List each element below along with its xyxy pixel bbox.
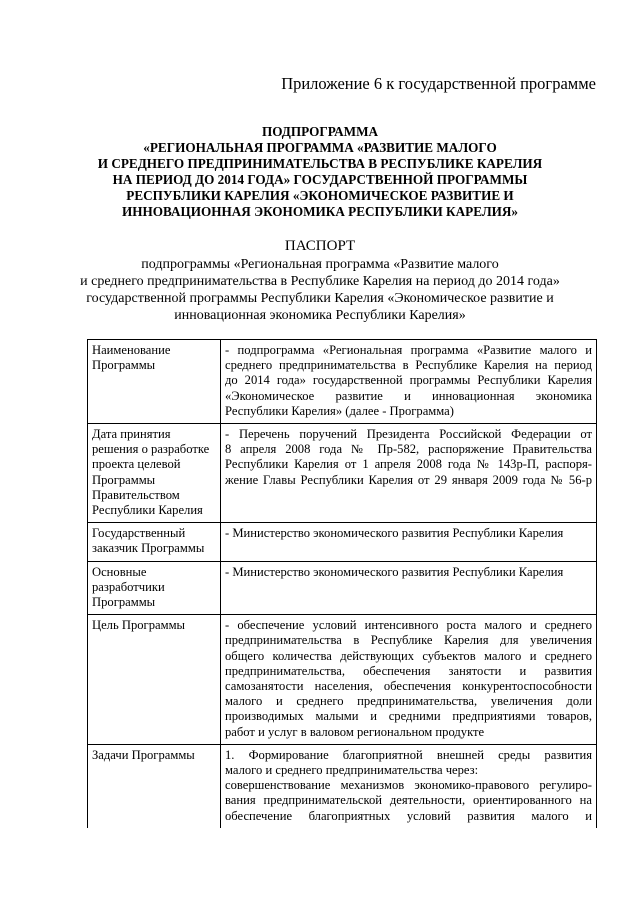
title-line: НА ПЕРИОД ДО 2014 ГОДА» ГОСУДАРСТВЕННОЙ ПРОГРАММЫ xyxy=(112,172,528,187)
row-value-decision-date xyxy=(221,424,597,523)
row-value-goal xyxy=(221,615,597,745)
title-line: ИННОВАЦИОННАЯ ЭКОНОМИКА РЕСПУБЛИКИ КАРЕЛИЯ» xyxy=(121,204,519,219)
value-line: среднего предпринимательства в Республике Карелия на период xyxy=(225,358,592,373)
value-line: работ и услуг в валовом региональном продукте xyxy=(225,724,485,739)
label-line: Республики Карелия xyxy=(92,503,203,518)
row-value-state-customer xyxy=(221,523,597,561)
subtitle-line: и среднего предпринимательства в Республике Карелия на период до 2014 года» xyxy=(80,274,560,289)
value-line: малого и среднего предпринимательства, увеличения доли xyxy=(225,694,592,709)
label-line: Задачи Программы xyxy=(92,747,195,762)
value-line: «Экономическое развитие и инновационная экономика xyxy=(225,388,592,403)
value-line: совершенствование механизмов экономико-правового регулиро- xyxy=(225,778,592,793)
value-line: - подпрограмма «Региональная программа «Развитие малого и xyxy=(225,343,592,357)
value-line: - обеспечение условий интенсивного роста малого и среднего xyxy=(225,618,592,633)
value-line: предпринимательства, обеспечения занятости и развития xyxy=(225,663,592,678)
title-line: РЕСПУБЛИКИ КАРЕЛИЯ «ЭКОНОМИЧЕСКОЕ РАЗВИТИЕ И xyxy=(126,188,514,203)
table-row xyxy=(88,340,597,424)
label-line: Программы xyxy=(92,595,156,610)
label-line: Основные xyxy=(92,564,147,579)
value-line: малого и среднего предпринимательства через: xyxy=(225,763,479,778)
row-value-tasks xyxy=(221,744,597,828)
title-line: «РЕГИОНАЛЬНАЯ ПРОГРАММА «РАЗВИТИЕ МАЛОГО xyxy=(143,140,497,155)
value-line: Республики Карелия» (далее - Программа) xyxy=(225,403,454,418)
value-line: - Министерство экономического развития Республики Карелия xyxy=(225,564,564,579)
title-line: И СРЕДНЕГО ПРЕДПРИНИМАТЕЛЬСТВА В РЕСПУБЛИКЕ КАРЕЛИЯ xyxy=(97,156,543,171)
label-line: Наименование xyxy=(92,343,171,357)
appendix-note: Приложение 6 к государственной программе xyxy=(281,74,596,93)
table-row xyxy=(88,744,597,828)
value-line: до 2014 года» государственной программы Республики Карелия xyxy=(225,373,592,388)
row-label-goal xyxy=(88,615,221,745)
row-label-program-name xyxy=(88,340,221,424)
value-line: общего количества действующих субъектов малого и среднего xyxy=(225,648,592,663)
label-line: решения о разработке xyxy=(92,442,210,457)
label-line: проекта целевой xyxy=(92,457,181,472)
value-line: жение Главы Республики Карелия от 29 января 2009 года № 56-р xyxy=(225,472,592,487)
subtitle-line: государственной программы Республики Карелия «Экономическое развитие и xyxy=(86,291,554,306)
passport-table xyxy=(87,339,597,828)
value-line: самозанятости населения, обеспечения конкурентоспособности xyxy=(225,679,592,694)
subprogram-title xyxy=(40,124,600,220)
subtitle-line: инновационная экономика Республики Карелия» xyxy=(174,308,466,323)
title-line: ПОДПРОГРАММА xyxy=(261,124,379,139)
value-line: обеспечение благоприятных условий развития малого и xyxy=(225,808,592,823)
table-row xyxy=(88,523,597,561)
passport-subtitle xyxy=(40,256,600,324)
row-label-decision-date xyxy=(88,424,221,523)
row-value-developers xyxy=(221,561,597,615)
label-line: разработчики xyxy=(92,579,165,594)
table-row xyxy=(88,561,597,615)
row-label-tasks xyxy=(88,744,221,828)
label-line: Государственный xyxy=(92,526,186,541)
label-line: Программы xyxy=(92,472,156,487)
table-row xyxy=(88,424,597,523)
row-label-state-customer xyxy=(88,523,221,561)
value-line: Республики Карелия от 1 апреля 2008 года № 143р-П, распоря- xyxy=(225,457,592,472)
table-row xyxy=(88,615,597,745)
passport-heading: ПАСПОРТ xyxy=(284,238,356,254)
value-line: вания предпринимательской деятельности, ориентированного на xyxy=(225,793,592,808)
value-line: 1. Формирование благоприятной внешней среды развития xyxy=(225,747,592,762)
row-value-program-name xyxy=(221,340,597,424)
label-line: Дата принятия xyxy=(92,427,171,442)
value-line: - Министерство экономического развития Республики Карелия xyxy=(225,526,564,541)
row-label-developers xyxy=(88,561,221,615)
value-line: предпринимательства в Республике Карелия для увеличения xyxy=(225,633,592,648)
label-line: Программы xyxy=(92,358,156,373)
value-line: производимых малыми и средними предприятиями товаров, xyxy=(225,709,592,724)
subtitle-line: подпрограммы «Региональная программа «Развитие малого xyxy=(141,257,499,272)
label-line: Цель Программы xyxy=(92,618,186,633)
value-line: - Перечень поручений Президента Российской Федерации от xyxy=(225,427,592,442)
value-line: 8 апреля 2008 года № Пр-582, распоряжение Правительства xyxy=(225,442,592,457)
label-line: Правительством xyxy=(92,487,180,502)
label-line: заказчик Программы xyxy=(92,541,205,556)
